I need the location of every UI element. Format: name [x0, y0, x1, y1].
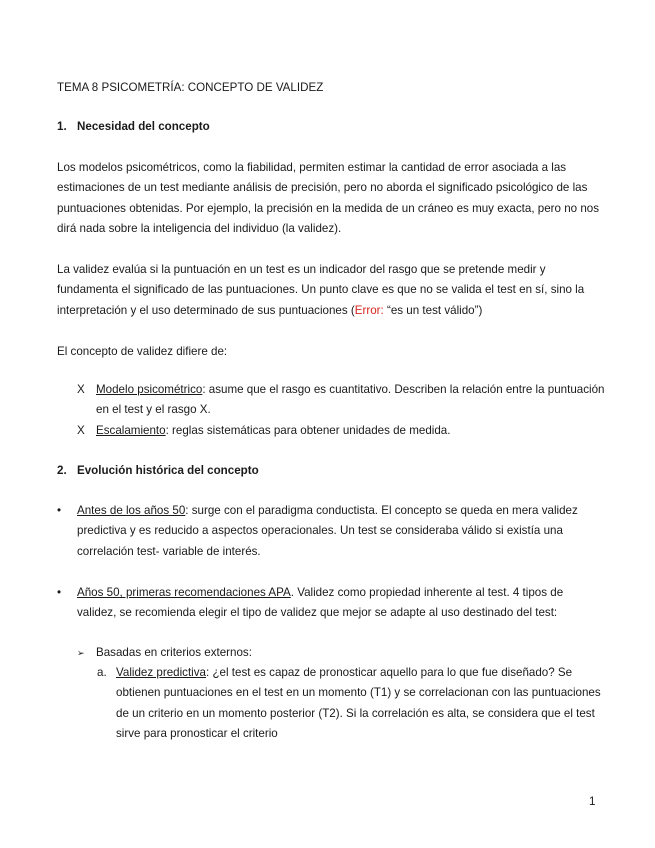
list-item-desc: : reglas sistemáticas para obtener unidades de medida.	[165, 424, 451, 437]
section-1-title: Necesidad del concepto	[77, 120, 210, 133]
page-number: 1	[589, 795, 596, 808]
section-1-paragraph-1: Los modelos psicométricos, como la fiabilidad, permiten estimar la cantidad de error asociada a las estimaciones de un test mediante análisis de precisión, pero no aborda el significado psicológico de las puntuaciones obtenidas. Por ejemplo, la precisión en la medida de un cráneo es muy exacta, pero no nos dirá nada sobre la inteligencia del individuo (la validez).	[57, 161, 600, 236]
term-antes-anos-50: Antes de los años 50	[77, 504, 186, 517]
term-escalamiento: Escalamiento	[96, 424, 166, 437]
error-label: Error:	[354, 303, 384, 317]
bullet-text	[57, 501, 605, 562]
list-item-text	[77, 380, 605, 421]
term-validez-predictiva: Validez predictiva	[116, 666, 207, 679]
bullet-item	[57, 583, 605, 624]
bullet-icon: •	[57, 586, 62, 599]
section-2-number: 2.	[57, 464, 67, 477]
section-1-number: 1.	[57, 120, 67, 133]
term-modelo-psicometrico: Modelo psicométrico	[96, 383, 203, 396]
section-2-heading	[57, 461, 605, 481]
bullet-text	[57, 583, 605, 624]
sub-list-item-text	[97, 663, 605, 745]
list-item-text	[77, 421, 605, 441]
bullet-item	[57, 501, 605, 562]
section-1-paragraph-2	[57, 260, 605, 321]
bullet-desc: : surge con el paradigma conductista. El concepto se queda en mera validez predictiva y es reducido a aspectos operacionales. Un test se consideraba válido si existía una correlación test- variable de interés.	[77, 504, 578, 558]
list-item	[77, 380, 605, 421]
document-title: TEMA 8 PSICOMETRÍA: CONCEPTO DE VALIDEZ	[57, 81, 324, 94]
section-2-title: Evolución histórica del concepto	[77, 464, 259, 477]
section-1-paragraph-3: El concepto de validez difiere de:	[57, 345, 228, 358]
x-marker: X	[77, 424, 85, 437]
sub-heading-item	[77, 643, 605, 663]
error-quote: “es un test válido”)	[383, 303, 483, 317]
section-1-heading	[57, 117, 605, 137]
x-marker: X	[77, 383, 85, 396]
list-item-desc: : asume que el rasgo es cuantitativo. Describen la relación entre la puntuación en el test y el rasgo X.	[96, 383, 605, 417]
paragraph-2-text: La validez evalúa si la puntuación en un test es un indicador del rasgo que se pretende medir y fundamenta el significado de las puntuaciones. Un punto clave es que no se valida el test en sí, sino la interpretación y el uso determinado de sus puntuaciones (	[57, 263, 585, 317]
bullet-icon: •	[57, 504, 62, 517]
sub-heading-text: Basadas en criterios externos:	[96, 646, 252, 659]
letter-marker: a.	[97, 666, 107, 679]
bullet-desc: . Validez como propiedad inherente al test. 4 tipos de validez, se recomienda elegir el tipo de validez que mejor se adapte al uso destinado del test:	[77, 586, 564, 620]
arrow-bullet-icon: ➢	[77, 648, 85, 658]
sub-list-item	[97, 663, 605, 745]
term-anos-50-apa: Años 50, primeras recomendaciones APA	[77, 586, 291, 599]
list-item	[77, 421, 605, 441]
sub-list-item-desc: : ¿el test es capaz de pronosticar aquello para lo que fue diseñado? Se obtienen puntuaciones en el test en un momento (T1) y se correlacionan con las puntuaciones de un criterio en un momento posterior (T2). Si la correlación es alta, se considera que el test sirve para pronosticar el criterio	[116, 666, 601, 741]
